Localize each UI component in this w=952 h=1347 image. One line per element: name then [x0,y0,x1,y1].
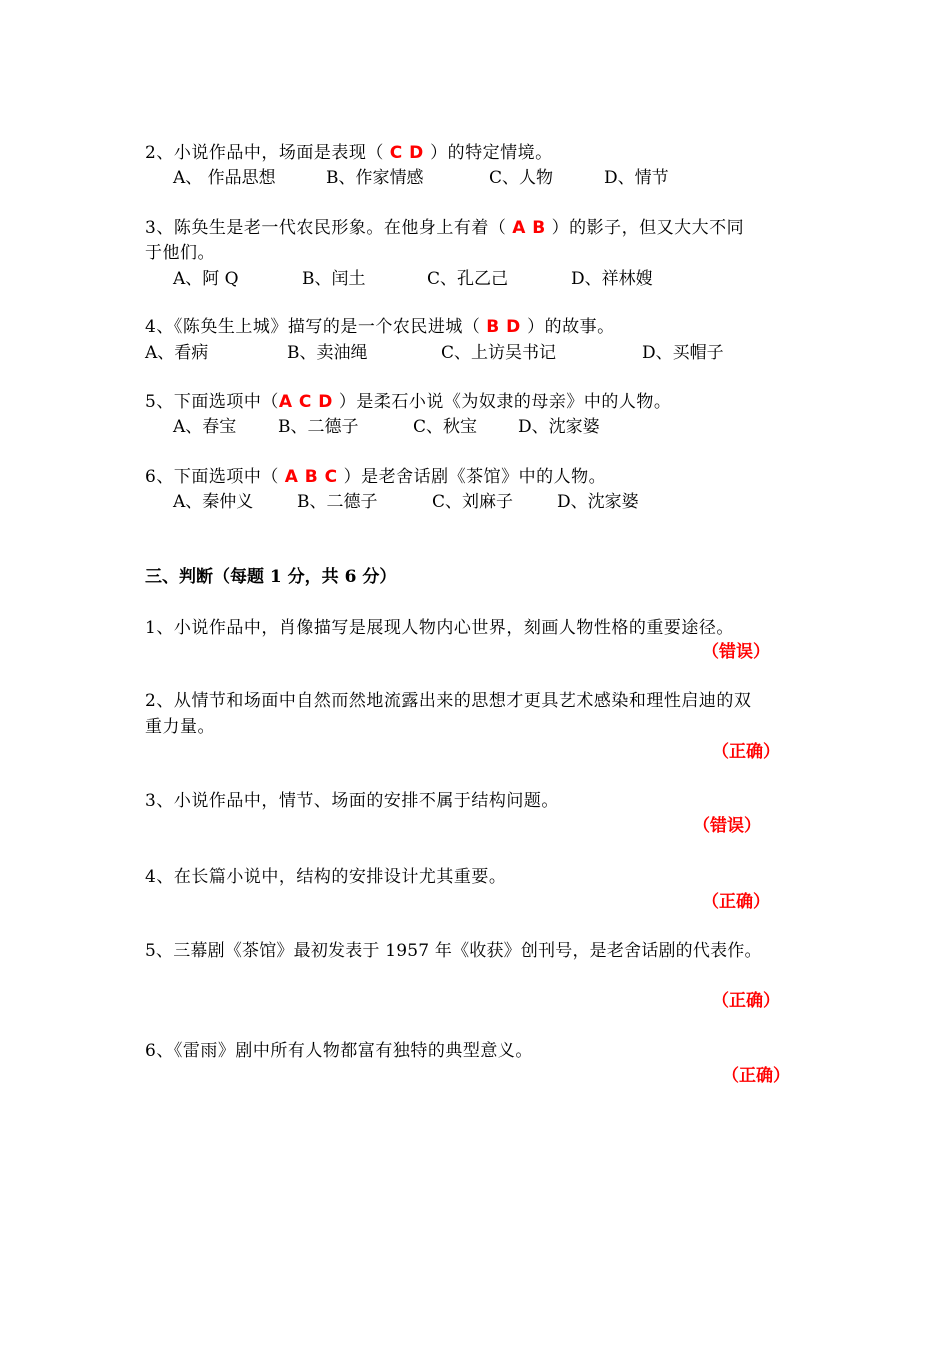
question-text: ）的特定情境。 [430,143,553,163]
mc-question-5 [145,391,671,413]
judgment-item-2: 2、从情节和场面中自然而然地流露出来的思想才更具艺术感染和理性启迪的双 [145,691,752,711]
answer-text: B D [486,317,528,337]
question-text: ）是柔石小说《为奴隶的母亲》中的人物。 [332,392,672,412]
answer-text: A B C [284,467,338,487]
option-b: B、卖油绳 [287,343,368,363]
option-a: A、阿 Q [173,269,239,289]
mc-question-3-cont: 于他们。 [145,243,215,263]
option-c: C、秋宝 [413,417,478,437]
section-heading: 三、判断（每题 1 分，共 6 分） [145,567,397,587]
option-a: A、春宝 [173,417,237,437]
option-b: B、作家情感 [326,168,424,188]
judgment-item-5: 5、三幕剧《茶馆》最初发表于 1957 年《收获》创刊号，是老舍话剧的代表作。 [145,941,762,961]
question-text: 3、陈奂生是老一代农民形象。在他身上有着（ [145,218,513,238]
answer-text: A B [512,218,546,238]
verdict-badge: （错误） [693,816,761,836]
judgment-item-3: 3、小说作品中，情节、场面的安排不属于结构问题。 [145,791,559,811]
judgment-item-4: 4、在长篇小说中，结构的安排设计尤其重要。 [145,867,507,887]
question-text: 4、《陈奂生上城》描写的是一个农民进城（ [145,317,487,337]
verdict-badge: （正确） [702,892,770,912]
option-a: A、看病 [145,343,209,363]
option-b: B、闰土 [302,269,366,289]
mc-question-3 [145,217,744,239]
question-text: ）是老舍话剧《茶馆》中的人物。 [337,467,607,487]
mc-question-4 [145,316,615,338]
option-d: D、买帽子 [642,343,724,363]
option-c: C、人物 [489,168,554,188]
question-text: ）的影子，但又大大不同 [545,218,745,238]
option-d: D、情节 [604,168,669,188]
judgment-item-2-cont: 重力量。 [145,717,215,737]
mc-question-2 [145,142,553,164]
question-text: ）的故事。 [527,317,615,337]
option-a: A、秦仲义 [173,492,254,512]
question-text: 5、下面选项中（ [145,392,279,412]
mc-question-6 [145,466,606,488]
option-b: B、二德子 [278,417,359,437]
question-text: 2、小说作品中，场面是表现（ [145,143,390,163]
option-d: D、祥林嫂 [571,269,653,289]
option-c: C、孔乙己 [427,269,509,289]
option-c: C、刘麻子 [432,492,514,512]
verdict-badge: （错误） [702,642,770,662]
judgment-item-1: 1、小说作品中，肖像描写是展现人物内心世界，刻画人物性格的重要途径。 [145,618,734,638]
judgment-item-6: 6、《雷雨》剧中所有人物都富有独特的典型意义。 [145,1041,533,1061]
verdict-badge: （正确） [722,1066,790,1086]
answer-text: C D [389,143,431,163]
option-b: B、二德子 [297,492,378,512]
option-c: C、上访吴书记 [441,343,557,363]
verdict-badge: （正确） [712,991,780,1011]
option-a: A、 作品思想 [173,168,276,188]
option-d: D、沈家婆 [557,492,639,512]
option-d: D、沈家婆 [518,417,600,437]
answer-text: A C D [278,392,333,412]
verdict-badge: （正确） [712,742,780,762]
question-text: 6、下面选项中（ [145,467,285,487]
